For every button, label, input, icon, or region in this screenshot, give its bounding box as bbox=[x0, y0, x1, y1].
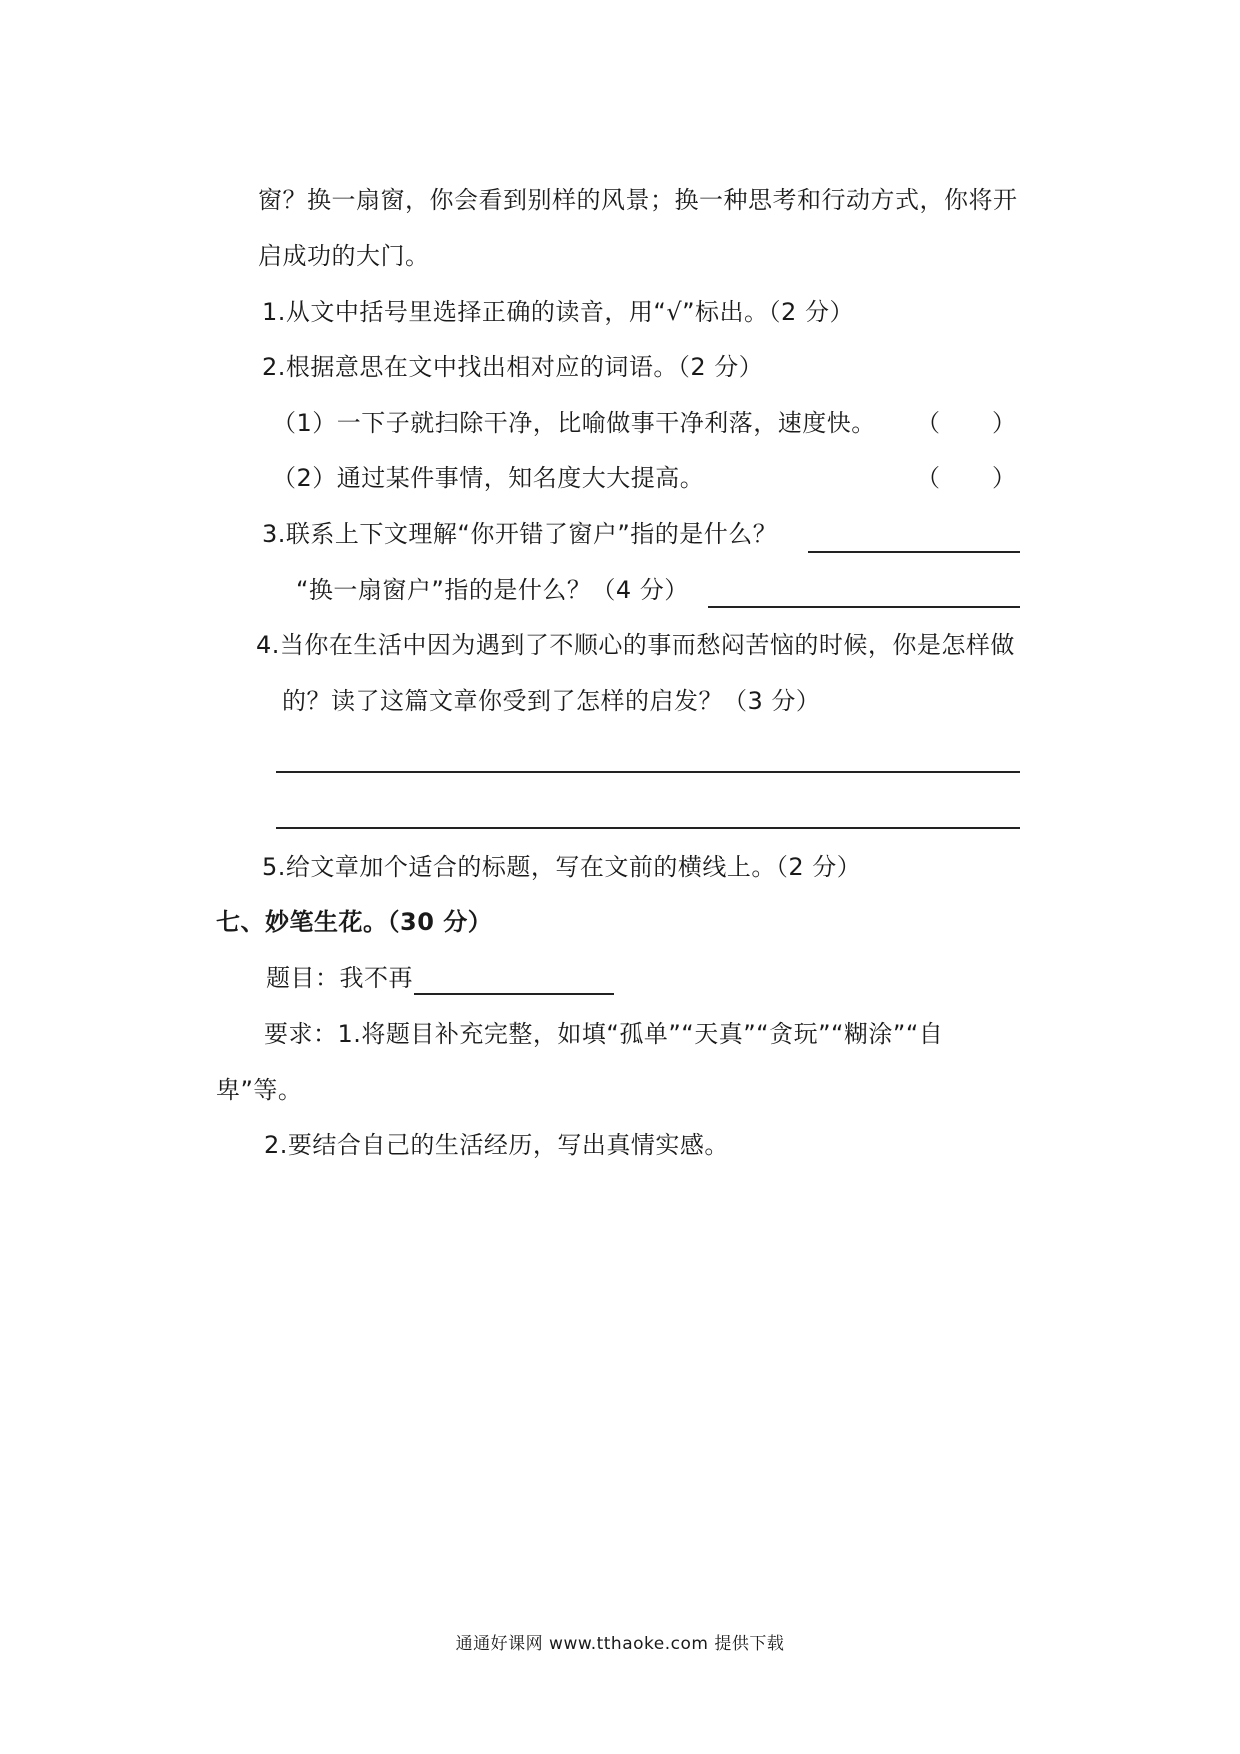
question-4-part-b: 的？读了这篇文章你受到了怎样的启发？（3 分） bbox=[282, 687, 821, 715]
question-5: 5.给文章加个适合的标题，写在文前的横线上。（2 分） bbox=[262, 853, 862, 881]
answer-paren-2-text: （ ） bbox=[916, 464, 1016, 492]
topic-blank-line[interactable] bbox=[414, 993, 614, 995]
question-3-part-a: 3.联系上下文理解“你开错了窗户”指的是什么？ bbox=[262, 520, 778, 548]
composition-topic: 题目：我不再 bbox=[266, 964, 413, 992]
footer-credit: 通通好课网 www.tthaoke.com 提供下载 bbox=[455, 1634, 785, 1654]
answer-paren-1-text: （ ） bbox=[916, 409, 1016, 437]
answer-line-4b[interactable] bbox=[276, 827, 1020, 829]
question-2: 2.根据意思在文中找出相对应的词语。（2 分） bbox=[262, 353, 764, 381]
question-1: 1.从文中括号里选择正确的读音，用“√”标出。（2 分） bbox=[262, 298, 854, 326]
answer-paren-2[interactable] bbox=[916, 462, 1016, 494]
section-7-heading: 七、妙笔生花。（30 分） bbox=[216, 908, 493, 936]
question-2-item-1: （1）一下子就扫除干净，比喻做事干净利落，速度快。 bbox=[272, 409, 876, 437]
requirement-1-part-b: 卑”等。 bbox=[216, 1076, 303, 1104]
answer-line-4a[interactable] bbox=[276, 771, 1020, 773]
answer-paren-1[interactable] bbox=[916, 407, 1016, 439]
answer-line-3b[interactable] bbox=[708, 606, 1020, 608]
answer-line-3a[interactable] bbox=[808, 551, 1020, 553]
question-3-part-b: “换一扇窗户”指的是什么？（4 分） bbox=[296, 576, 689, 604]
requirement-1-part-a: 要求：1.将题目补充完整，如填“孤单”“天真”“贪玩”“糊涂”“自 bbox=[264, 1020, 944, 1048]
passage-line-1: 窗？换一扇窗，你会看到别样的风景；换一种思考和行动方式，你将开 bbox=[258, 186, 1018, 214]
passage-line-2: 启成功的大门。 bbox=[258, 242, 430, 270]
requirement-2: 2.要结合自己的生活经历，写出真情实感。 bbox=[264, 1131, 729, 1159]
question-4-part-a: 4.当你在生活中因为遇到了不顺心的事而愁闷苦恼的时候，你是怎样做 bbox=[256, 631, 1015, 659]
question-2-item-2: （2）通过某件事情，知名度大大提高。 bbox=[272, 464, 705, 492]
